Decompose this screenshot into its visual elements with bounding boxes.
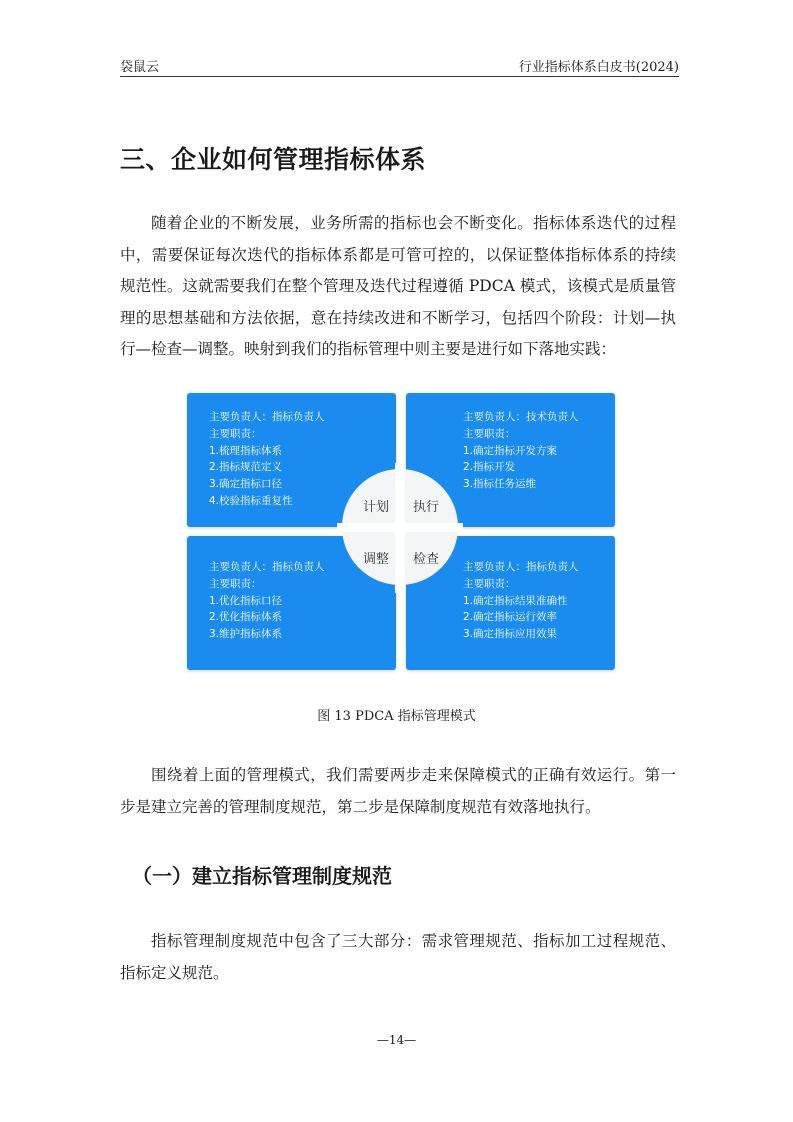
quadrant-line: 3.指标任务运维 (463, 478, 537, 491)
circle-divider-horizontal (337, 523, 463, 532)
quadrant-line: 主要负责人：指标负责人 (463, 561, 579, 573)
stage-plan-label: 计划 (363, 500, 390, 515)
page-header (120, 56, 679, 77)
quadrant-line: 1.梳理指标体系 (209, 444, 283, 457)
quadrant-line: 2.指标开发 (463, 461, 516, 474)
pdca-figure (187, 393, 615, 671)
paragraph-two-steps: 围绕着上面的管理模式，我们需要两步走来保障模式的正确有效运行。第一步是建立完善的管理制度规范，第二步是保障制度规范有效落地执行。 (120, 766, 676, 816)
quadrant-line: 2.指标规范定义 (209, 461, 283, 474)
page-number: —14— (376, 1033, 417, 1047)
header-company: 袋鼠云 (120, 60, 160, 75)
quadrant-line: 2.确定指标运行效率 (463, 611, 558, 624)
quadrant-line: 主要负责人：指标负责人 (209, 411, 325, 423)
quadrant-line: 3.确定指标应用效果 (463, 628, 558, 641)
quadrant-line: 主要职责： (209, 427, 262, 440)
quadrant-line: 1.确定指标结果准确性 (463, 594, 568, 607)
quadrant-line: 2.优化指标体系 (209, 611, 283, 624)
quadrant-act-text (209, 559, 325, 643)
quadrant-line: 主要职责： (209, 577, 262, 590)
quadrant-line: 1.确定指标开发方案 (463, 444, 558, 457)
header-doc-title: 行业指标体系白皮书(2024) (518, 60, 679, 75)
quadrant-line: 主要职责： (463, 427, 516, 440)
stage-act-label: 调整 (363, 552, 390, 567)
paragraph-standards: 指标管理制度规范中包含了三大部分：需求管理规范、指标加工过程规范、指标定义规范。 (120, 932, 676, 982)
stage-check-label: 检查 (413, 552, 440, 567)
quadrant-plan-text (209, 409, 325, 510)
subsection-title: （一）建立指标管理制度规范 (132, 864, 392, 888)
quadrant-line: 主要负责人：技术负责人 (463, 411, 579, 423)
stage-do-label: 执行 (413, 500, 440, 515)
quadrant-line: 4.校验指标重复性 (209, 494, 293, 507)
quadrant-line: 主要负责人：指标负责人 (209, 561, 325, 573)
quadrant-check-text (463, 559, 579, 643)
figure-caption: 图 13 PDCA 指标管理模式 (317, 709, 476, 724)
paragraph-intro: 随着企业的不断发展，业务所需的指标也会不断变化。指标体系迭代的过程中，需要保证每次迭代的指标体系都是可管可控的，以保证整体指标体系的持续规范性。这就需要我们在整个管理及迭代过程遵循 PDCA 模式，该模式是质量管理的思想基础和方法依据，意在持续改进和不断学习，包括四个阶段：计划—执行—检查—调整。映射到我们的指标管理中则主要是进行如下落地实践： (120, 214, 676, 358)
quadrant-line: 3.维护指标体系 (209, 628, 283, 641)
quadrant-line: 3.确定指标口径 (209, 478, 283, 491)
quadrant-line: 1.优化指标口径 (209, 594, 283, 607)
section-title: 三、企业如何管理指标体系 (120, 145, 427, 174)
quadrant-do-text (463, 409, 579, 493)
quadrant-line: 主要职责： (463, 577, 516, 590)
